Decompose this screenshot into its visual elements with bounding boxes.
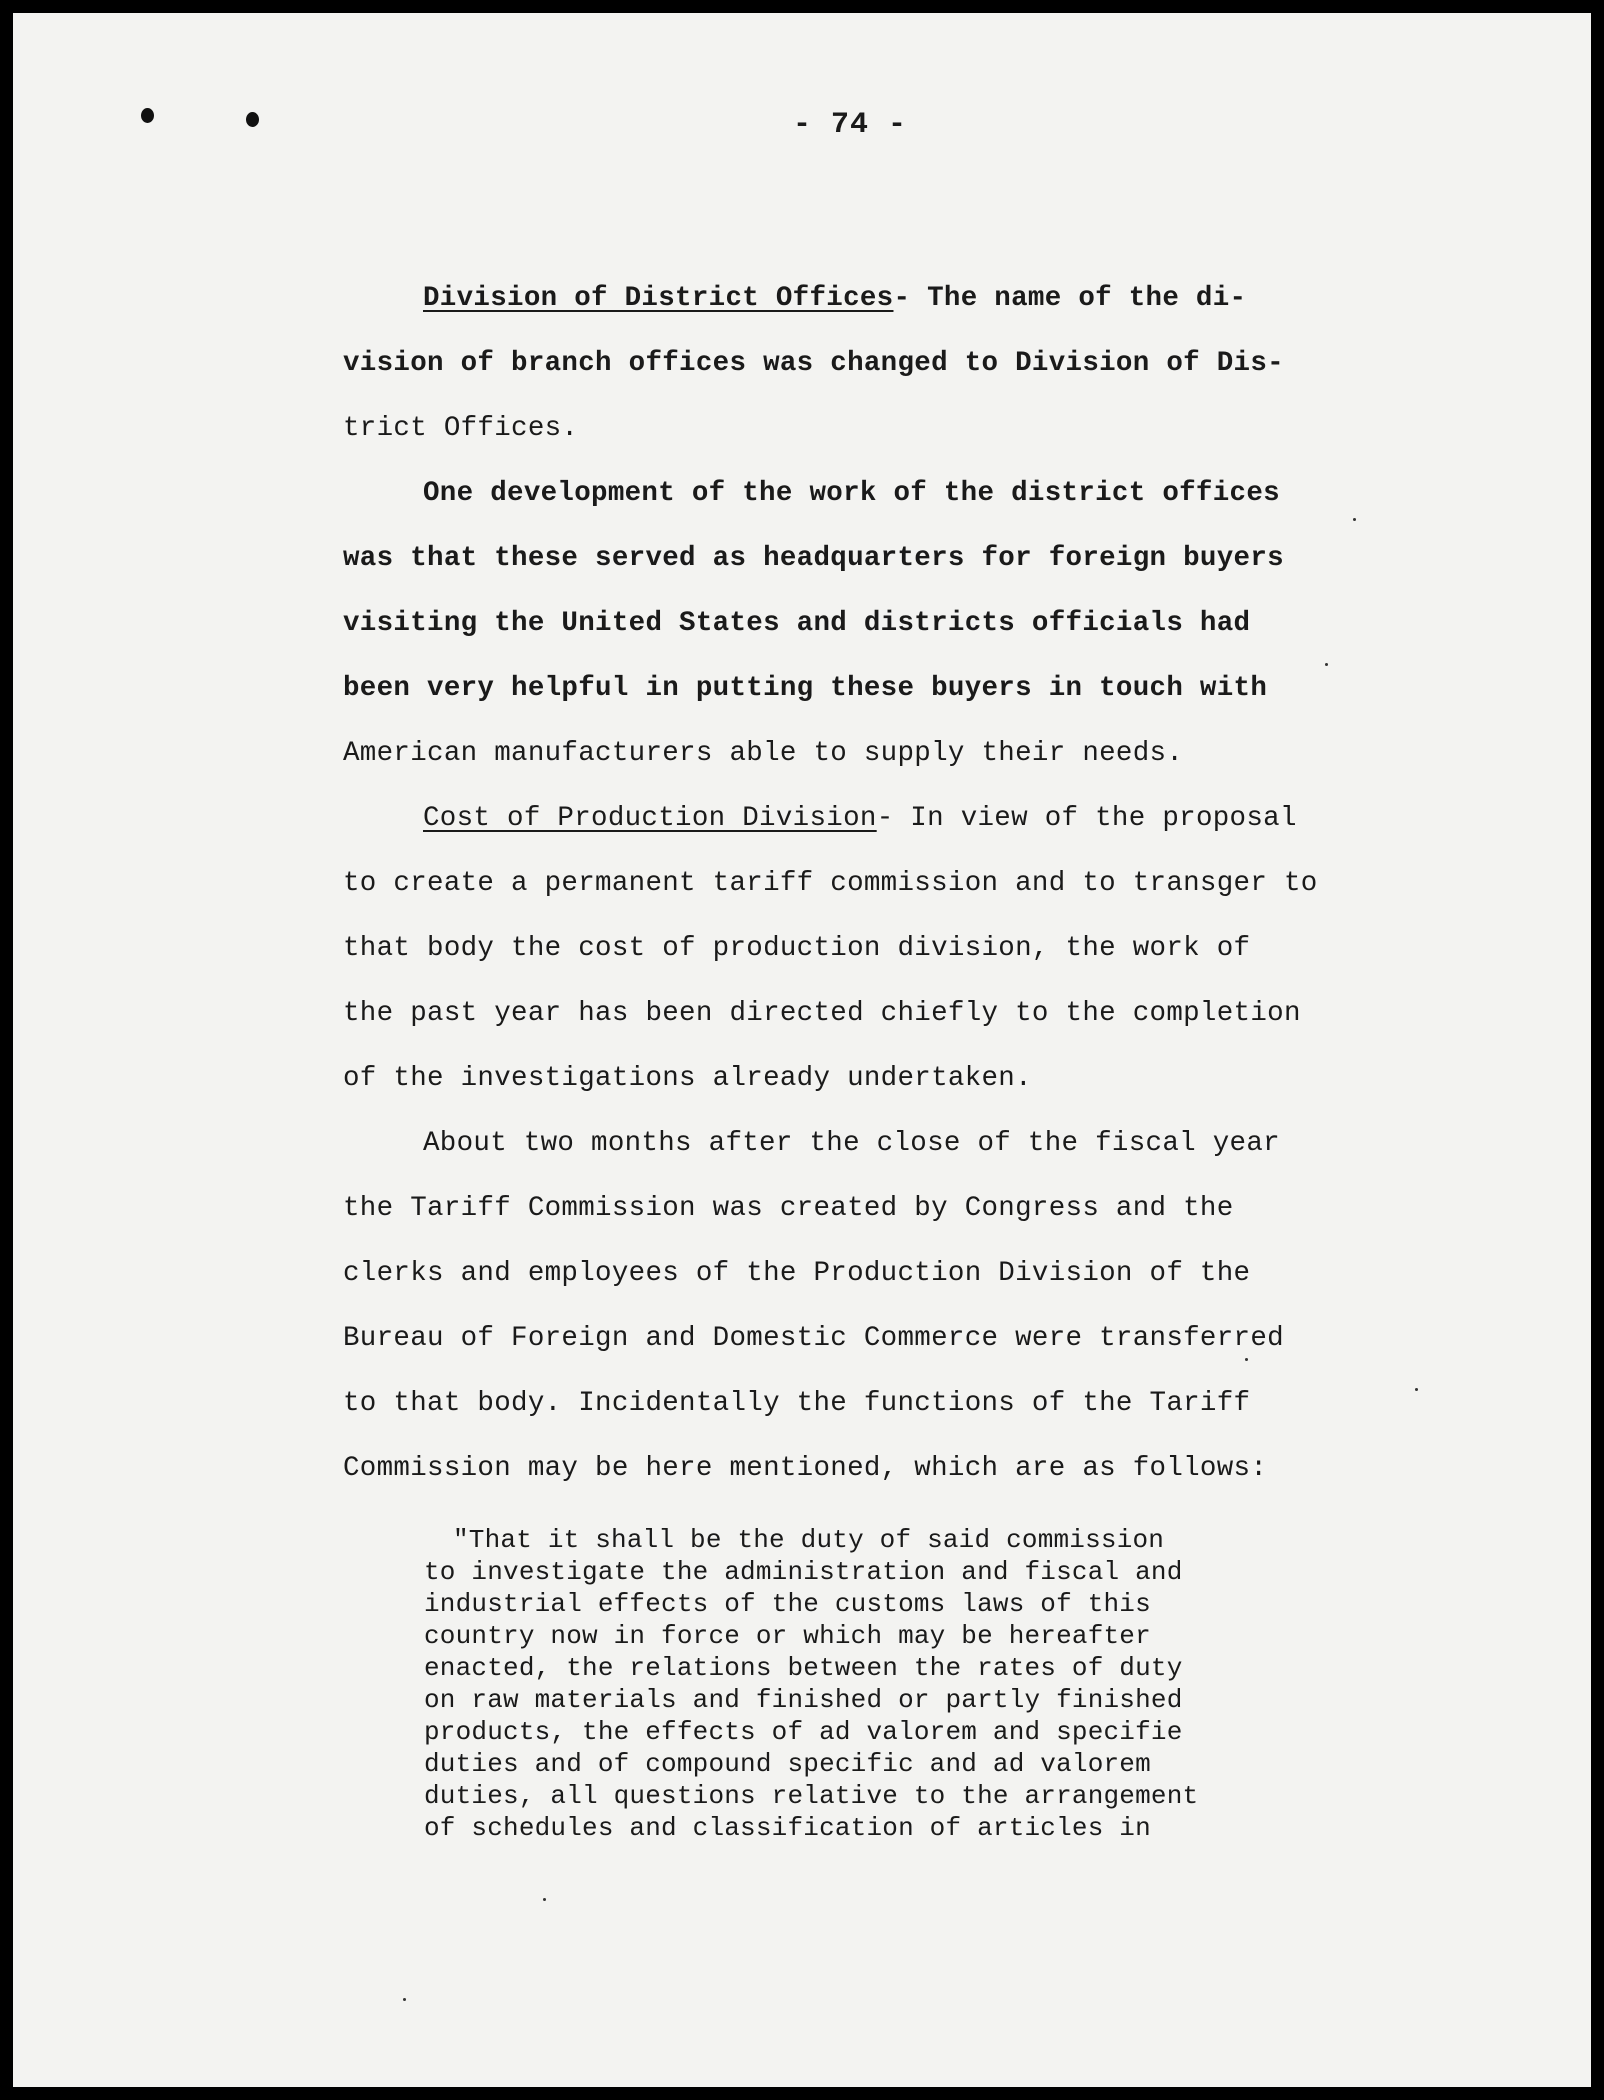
quote-line: enacted, the relations between the rates of duty — [424, 1653, 1183, 1683]
quote-line: on raw materials and finished or partly finished — [424, 1685, 1183, 1715]
scan-speck — [543, 1898, 546, 1901]
district-line-2: vision of branch offices was changed to Division of Dis- — [343, 348, 1284, 379]
scan-speck — [1245, 1358, 1248, 1361]
cost-line-1 — [423, 803, 1297, 834]
quote-line: products, the effects of ad valorem and specifie — [424, 1717, 1183, 1747]
punch-hole-right — [246, 112, 259, 127]
tariff-line-3: clerks and employees of the Production Division of the — [343, 1258, 1251, 1289]
development-line-4: been very helpful in putting these buyers in touch with — [343, 673, 1268, 704]
scan-speck — [1325, 663, 1328, 666]
tariff-line-2: the Tariff Commission was created by Congress and the — [343, 1193, 1234, 1224]
cost-line-4: the past year has been directed chiefly to the completion — [343, 998, 1301, 1029]
tariff-line-4: Bureau of Foreign and Domestic Commerce were transferred — [343, 1323, 1284, 1354]
quote-line: duties and of compound specific and ad valorem — [424, 1749, 1151, 1779]
cost-line-3: that body the cost of production division, the work of — [343, 933, 1251, 964]
quote-line: industrial effects of the customs laws of this — [424, 1589, 1151, 1619]
document-page — [13, 13, 1591, 2087]
scan-speck — [403, 1998, 406, 2001]
cost-line-2: to create a permanent tariff commission and to transger to — [343, 868, 1318, 899]
development-line-2: was that these served as headquarters for foreign buyers — [343, 543, 1284, 574]
district-line-3: trict Offices. — [343, 413, 579, 444]
district-offices-heading: Division of District Offices — [423, 283, 894, 314]
quote-line: "That it shall be the duty of said commission — [453, 1525, 1165, 1555]
development-line-5: American manufacturers able to supply their needs. — [343, 738, 1184, 769]
scan-speck — [1353, 518, 1356, 521]
district-line-1 — [423, 283, 1246, 314]
tariff-line-6: Commission may be here mentioned, which are as follows: — [343, 1453, 1268, 1484]
punch-hole-left — [141, 108, 154, 123]
cost-line-1-text: - In view of the proposal — [876, 803, 1297, 834]
development-line-3: visiting the United States and districts officials had — [343, 608, 1251, 639]
page-number: - 74 - — [793, 108, 908, 142]
development-line-1: One development of the work of the district offices — [423, 478, 1280, 509]
quote-line: of schedules and classification of articles in — [424, 1813, 1151, 1843]
quote-line: duties, all questions relative to the arrangement — [424, 1781, 1199, 1811]
tariff-line-5: to that body. Incidentally the functions of the Tariff — [343, 1388, 1251, 1419]
quote-line: country now in force or which may be hereafter — [424, 1621, 1151, 1651]
cost-of-production-heading: Cost of Production Division — [423, 803, 877, 834]
cost-line-5: of the investigations already undertaken. — [343, 1063, 1032, 1094]
district-line-1-text: - The name of the di- — [893, 283, 1247, 314]
tariff-line-1: About two months after the close of the fiscal year — [423, 1128, 1280, 1159]
quote-line: to investigate the administration and fiscal and — [424, 1557, 1183, 1587]
scan-speck — [1415, 1388, 1418, 1391]
